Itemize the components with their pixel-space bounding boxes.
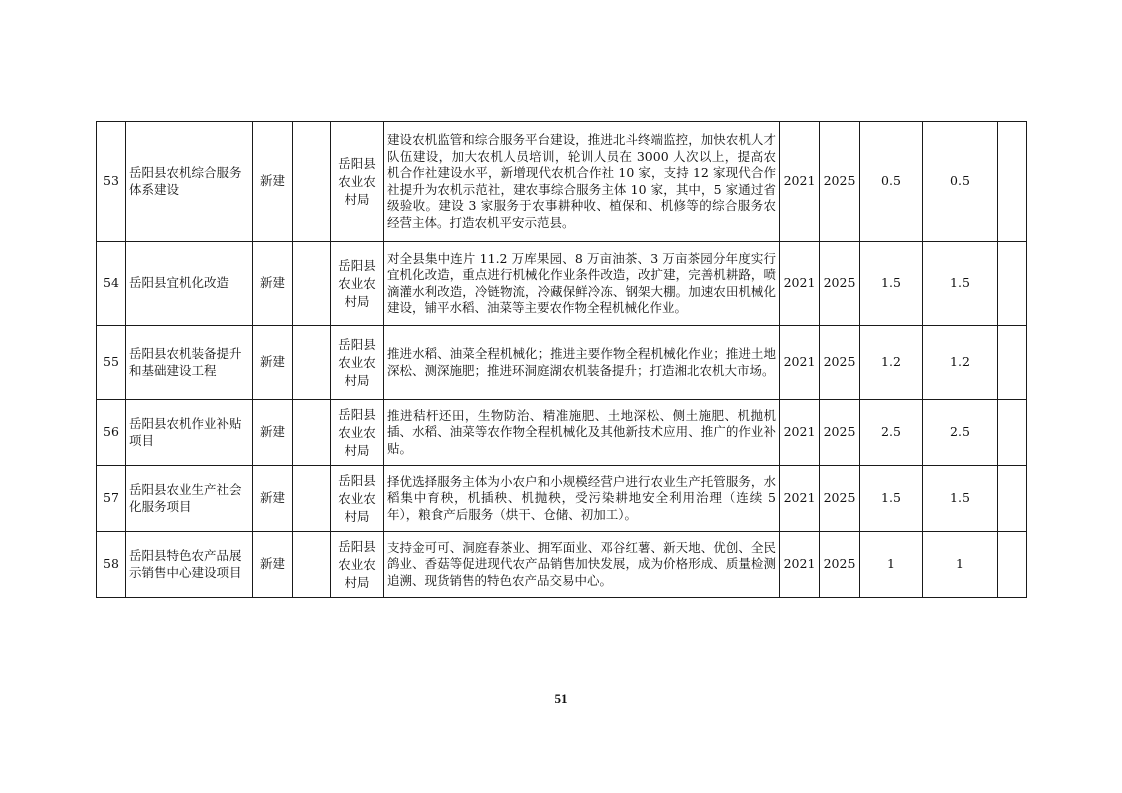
start-year: 2021 bbox=[780, 400, 820, 466]
total-investment: 2.5 bbox=[860, 400, 923, 466]
end-year: 2025 bbox=[820, 400, 860, 466]
project-name: 岳阳县特色农产品展示销售中心建设项目 bbox=[126, 532, 253, 598]
empty-cell bbox=[293, 400, 331, 466]
project-content: 择优选择服务主体为小农户和小规模经营户进行农业生产托管服务，水稻集中育秧，机插秧、机抛秧，受污染耕地安全利用治理（连续 5 年），粮食产后服务（烘干、仓储、初加工）。 bbox=[384, 466, 780, 532]
table-row bbox=[97, 326, 1027, 400]
planned-investment: 0.5 bbox=[923, 122, 998, 242]
row-number: 55 bbox=[97, 326, 126, 400]
end-year: 2025 bbox=[820, 466, 860, 532]
project-content: 支持金可可、洞庭春茶业、拥军面业、邓谷红薯、新天地、优创、全民鸽业、香菇等促进现代农产品销售加快发展，成为价格形成、质量检测追溯、现货销售的特色农产品交易中心。 bbox=[384, 532, 780, 598]
table-row bbox=[97, 400, 1027, 466]
page-number: 51 bbox=[554, 691, 568, 706]
project-name: 岳阳县农机装备提升和基础建设工程 bbox=[126, 326, 253, 400]
responsible-department: 岳阳县农业农村局 bbox=[331, 466, 384, 532]
construction-type: 新建 bbox=[253, 466, 293, 532]
end-year: 2025 bbox=[820, 122, 860, 242]
project-name: 岳阳县农机综合服务体系建设 bbox=[126, 122, 253, 242]
project-name: 岳阳县农机作业补贴项目 bbox=[126, 400, 253, 466]
construction-type: 新建 bbox=[253, 242, 293, 326]
planned-investment: 1.5 bbox=[923, 466, 998, 532]
end-year: 2025 bbox=[820, 532, 860, 598]
empty-cell bbox=[293, 532, 331, 598]
remarks-cell bbox=[998, 326, 1027, 400]
total-investment: 1 bbox=[860, 532, 923, 598]
responsible-department: 岳阳县农业农村局 bbox=[331, 242, 384, 326]
planned-investment: 1.5 bbox=[923, 242, 998, 326]
start-year: 2021 bbox=[780, 326, 820, 400]
construction-type: 新建 bbox=[253, 400, 293, 466]
row-number: 53 bbox=[97, 122, 126, 242]
table-row bbox=[97, 122, 1027, 242]
project-name: 岳阳县农业生产社会化服务项目 bbox=[126, 466, 253, 532]
row-number: 56 bbox=[97, 400, 126, 466]
table-body bbox=[97, 122, 1027, 598]
planned-investment: 2.5 bbox=[923, 400, 998, 466]
responsible-department: 岳阳县农业农村局 bbox=[331, 532, 384, 598]
total-investment: 1.5 bbox=[860, 242, 923, 326]
remarks-cell bbox=[998, 400, 1027, 466]
start-year: 2021 bbox=[780, 242, 820, 326]
project-content: 推进秸杆还田，生物防治、精准施肥、土地深松、侧土施肥、机抛机插、水稻、油菜等农作物全程机械化及其他新技术应用、推广的作业补贴。 bbox=[384, 400, 780, 466]
remarks-cell bbox=[998, 466, 1027, 532]
construction-type: 新建 bbox=[253, 326, 293, 400]
table-row bbox=[97, 532, 1027, 598]
project-content: 推进水稻、油菜全程机械化；推进主要作物全程机械化作业；推进土地深松、测深施肥；推进环洞庭湖农机装备提升；打造湘北农机大市场。 bbox=[384, 326, 780, 400]
total-investment: 1.2 bbox=[860, 326, 923, 400]
responsible-department: 岳阳县农业农村局 bbox=[331, 400, 384, 466]
empty-cell bbox=[293, 122, 331, 242]
remarks-cell bbox=[998, 122, 1027, 242]
project-name: 岳阳县宜机化改造 bbox=[126, 242, 253, 326]
end-year: 2025 bbox=[820, 242, 860, 326]
planned-investment: 1.2 bbox=[923, 326, 998, 400]
row-number: 58 bbox=[97, 532, 126, 598]
table-row bbox=[97, 466, 1027, 532]
start-year: 2021 bbox=[780, 466, 820, 532]
row-number: 57 bbox=[97, 466, 126, 532]
remarks-cell bbox=[998, 532, 1027, 598]
start-year: 2021 bbox=[780, 122, 820, 242]
empty-cell bbox=[293, 326, 331, 400]
construction-type: 新建 bbox=[253, 122, 293, 242]
remarks-cell bbox=[998, 242, 1027, 326]
empty-cell bbox=[293, 242, 331, 326]
end-year: 2025 bbox=[820, 326, 860, 400]
empty-cell bbox=[293, 466, 331, 532]
start-year: 2021 bbox=[780, 532, 820, 598]
project-content: 对全县集中连片 11.2 万库果园、8 万亩油茶、3 万亩茶园分年度实行宜机化改造，重点进行机械化作业条件改造，改扩建，完善机耕路，喷滴灌水利改造，冷链物流，冷藏保鲜冷冻、钢架大棚。加速农田机械化建设，铺平水稻、油菜等主要农作物全程机械化作业。 bbox=[384, 242, 780, 326]
project-content: 建设农机监管和综合服务平台建设，推进北斗终端监控，加快农机人才队伍建设，加大农机人员培训，轮训人员在 3000 人次以上，提高农机合作社建设水平，新增现代农机合作社 10 家，支持 12 家现代合作社提升为农机示范社，建农事综合服务主体 10 家，其中，5 家通过省级验收。建设 3 家服务于农事耕种收、植保和、机修等的综合服务农经营主体。打造农机平安示范县。 bbox=[384, 122, 780, 242]
table-row bbox=[97, 242, 1027, 326]
planned-investment: 1 bbox=[923, 532, 998, 598]
construction-type: 新建 bbox=[253, 532, 293, 598]
total-investment: 0.5 bbox=[860, 122, 923, 242]
responsible-department: 岳阳县农业农村局 bbox=[331, 122, 384, 242]
project-table bbox=[96, 121, 1027, 598]
row-number: 54 bbox=[97, 242, 126, 326]
responsible-department: 岳阳县农业农村局 bbox=[331, 326, 384, 400]
total-investment: 1.5 bbox=[860, 466, 923, 532]
